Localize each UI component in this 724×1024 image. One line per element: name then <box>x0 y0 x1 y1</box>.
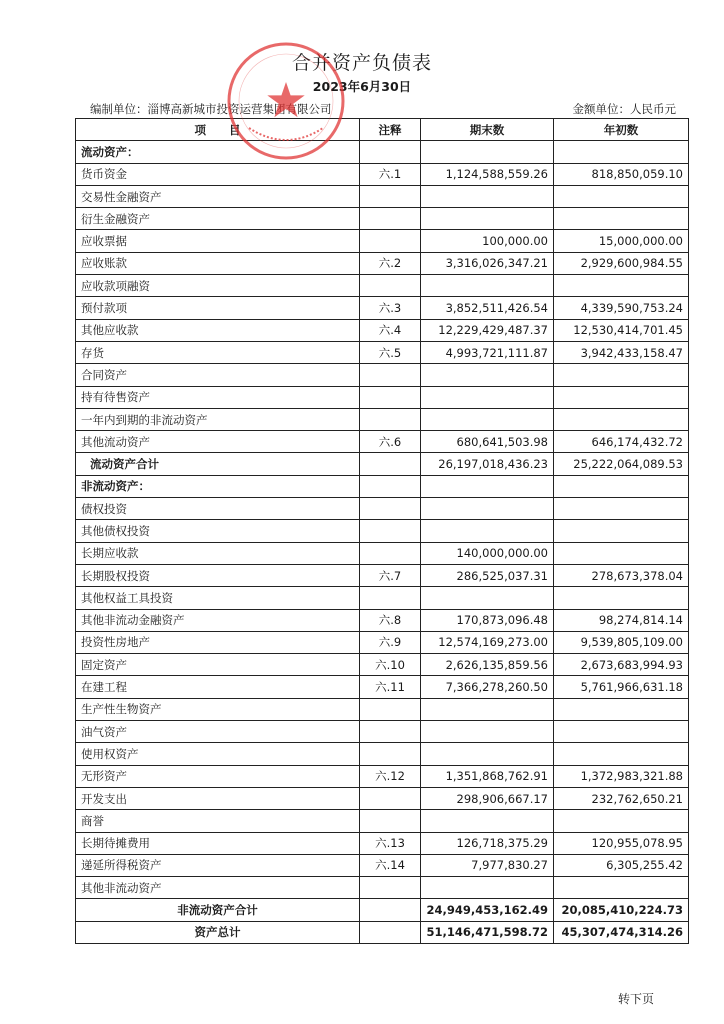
balance-sheet-table <box>75 118 689 944</box>
row-label: 无形资产 <box>76 765 360 787</box>
row-note <box>360 810 421 832</box>
row-end-value <box>421 877 554 899</box>
table-row <box>76 364 689 386</box>
row-end-value: 12,229,429,487.37 <box>421 319 554 341</box>
row-begin-value <box>554 364 689 386</box>
row-label: 其他非流动金融资产 <box>76 609 360 631</box>
row-begin-value <box>554 520 689 542</box>
row-begin-value: 2,929,600,984.55 <box>554 252 689 274</box>
row-label: 存货 <box>76 341 360 363</box>
row-begin-value <box>554 498 689 520</box>
table-row <box>76 141 689 163</box>
row-label: 衍生金融资产 <box>76 208 360 230</box>
row-label: 其他非流动资产 <box>76 877 360 899</box>
row-begin-value: 45,307,474,314.26 <box>554 921 689 943</box>
row-label: 商誉 <box>76 810 360 832</box>
row-label: 非流动资产： <box>76 475 360 497</box>
row-label: 长期应收款 <box>76 542 360 564</box>
row-end-value <box>421 475 554 497</box>
row-begin-value <box>554 542 689 564</box>
report-date: 2023年6月30日 <box>312 79 412 94</box>
row-begin-value: 20,085,410,224.73 <box>554 899 689 921</box>
row-label: 资产总计 <box>76 921 360 943</box>
table-row <box>76 230 689 252</box>
row-label: 流动资产： <box>76 141 360 163</box>
row-end-value <box>421 364 554 386</box>
row-note: 六.9 <box>360 631 421 653</box>
row-begin-value <box>554 141 689 163</box>
row-end-value: 126,718,375.29 <box>421 832 554 854</box>
row-label: 长期股权投资 <box>76 564 360 586</box>
row-begin-value <box>554 386 689 408</box>
row-label: 应收账款 <box>76 252 360 274</box>
row-begin-value: 9,539,805,109.00 <box>554 631 689 653</box>
row-label: 应收款项融资 <box>76 275 360 297</box>
table-header-row <box>76 119 689 141</box>
row-begin-value <box>554 877 689 899</box>
row-end-value <box>421 275 554 297</box>
row-label: 其他债权投资 <box>76 520 360 542</box>
row-label: 其他应收款 <box>76 319 360 341</box>
row-begin-value <box>554 810 689 832</box>
row-note <box>360 386 421 408</box>
row-begin-value <box>554 743 689 765</box>
row-end-value <box>421 721 554 743</box>
row-end-value <box>421 141 554 163</box>
row-end-value <box>421 498 554 520</box>
row-end-value <box>421 810 554 832</box>
table-row <box>76 520 689 542</box>
row-end-value: 680,641,503.98 <box>421 431 554 453</box>
row-label: 流动资产合计 <box>76 453 360 475</box>
row-label: 应收票据 <box>76 230 360 252</box>
row-end-value <box>421 587 554 609</box>
row-note <box>360 921 421 943</box>
row-note <box>360 721 421 743</box>
table-row <box>76 564 689 586</box>
row-begin-value: 818,850,059.10 <box>554 163 689 185</box>
row-begin-value: 4,339,590,753.24 <box>554 297 689 319</box>
row-label: 一年内到期的非流动资产 <box>76 408 360 430</box>
row-end-value: 3,316,026,347.21 <box>421 252 554 274</box>
row-note <box>360 542 421 564</box>
next-page-note: 转下页 <box>617 992 654 1006</box>
table-row <box>76 810 689 832</box>
row-begin-value: 15,000,000.00 <box>554 230 689 252</box>
table-row <box>76 275 689 297</box>
table-row <box>76 252 689 274</box>
row-label: 生产性生物资产 <box>76 698 360 720</box>
row-note <box>360 453 421 475</box>
row-end-value: 170,873,096.48 <box>421 609 554 631</box>
row-begin-value <box>554 721 689 743</box>
row-begin-value: 232,762,650.21 <box>554 787 689 809</box>
row-end-value <box>421 698 554 720</box>
row-note <box>360 185 421 207</box>
table-row <box>76 542 689 564</box>
table-row <box>76 453 689 475</box>
row-note: 六.13 <box>360 832 421 854</box>
table-row <box>76 208 689 230</box>
table-row <box>76 765 689 787</box>
company-name: 编制单位：淄博高新城市投资运营集团有限公司 <box>90 102 332 116</box>
row-note <box>360 475 421 497</box>
page-title: 合并资产负债表 <box>291 52 432 74</box>
row-note <box>360 698 421 720</box>
row-label: 货币资金 <box>76 163 360 185</box>
row-note <box>360 275 421 297</box>
row-end-value: 140,000,000.00 <box>421 542 554 564</box>
row-label: 在建工程 <box>76 676 360 698</box>
row-note: 六.3 <box>360 297 421 319</box>
row-label: 非流动资产合计 <box>76 899 360 921</box>
column-header-end: 期末数 <box>421 119 554 141</box>
row-begin-value: 6,305,255.42 <box>554 854 689 876</box>
table-row <box>76 676 689 698</box>
table-row <box>76 163 689 185</box>
table-row <box>76 832 689 854</box>
row-note: 六.2 <box>360 252 421 274</box>
row-note <box>360 141 421 163</box>
row-note: 六.8 <box>360 609 421 631</box>
table-row <box>76 631 689 653</box>
row-begin-value: 646,174,432.72 <box>554 431 689 453</box>
row-note <box>360 230 421 252</box>
table-row <box>76 386 689 408</box>
row-begin-value <box>554 275 689 297</box>
row-end-value: 12,574,169,273.00 <box>421 631 554 653</box>
table-row <box>76 854 689 876</box>
row-note: 六.5 <box>360 341 421 363</box>
table-row <box>76 921 689 943</box>
row-note <box>360 364 421 386</box>
row-note <box>360 877 421 899</box>
table-row <box>76 654 689 676</box>
row-end-value: 51,146,471,598.72 <box>421 921 554 943</box>
row-note: 六.10 <box>360 654 421 676</box>
row-begin-value <box>554 408 689 430</box>
row-label: 开发支出 <box>76 787 360 809</box>
row-note <box>360 899 421 921</box>
row-note: 六.12 <box>360 765 421 787</box>
row-begin-value <box>554 185 689 207</box>
row-begin-value: 12,530,414,701.45 <box>554 319 689 341</box>
row-begin-value <box>554 587 689 609</box>
column-header-item: 项 目 <box>76 119 360 141</box>
table-row <box>76 899 689 921</box>
row-end-value: 26,197,018,436.23 <box>421 453 554 475</box>
table-row <box>76 787 689 809</box>
company-seal <box>225 40 347 162</box>
row-end-value <box>421 386 554 408</box>
row-note <box>360 208 421 230</box>
row-note: 六.14 <box>360 854 421 876</box>
row-note <box>360 787 421 809</box>
row-begin-value: 98,274,814.14 <box>554 609 689 631</box>
row-begin-value: 120,955,078.95 <box>554 832 689 854</box>
row-label: 其他权益工具投资 <box>76 587 360 609</box>
row-note <box>360 520 421 542</box>
currency-unit: 金额单位：人民币元 <box>572 102 676 116</box>
row-note: 六.6 <box>360 431 421 453</box>
row-end-value <box>421 408 554 430</box>
row-label: 投资性房地产 <box>76 631 360 653</box>
row-note <box>360 498 421 520</box>
table-row <box>76 475 689 497</box>
table-row <box>76 185 689 207</box>
row-label: 交易性金融资产 <box>76 185 360 207</box>
row-begin-value <box>554 208 689 230</box>
row-note <box>360 587 421 609</box>
row-end-value: 24,949,453,162.49 <box>421 899 554 921</box>
row-begin-value: 2,673,683,994.93 <box>554 654 689 676</box>
row-end-value: 4,993,721,111.87 <box>421 341 554 363</box>
column-header-begin: 年初数 <box>554 119 689 141</box>
row-end-value: 7,366,278,260.50 <box>421 676 554 698</box>
row-note: 六.11 <box>360 676 421 698</box>
row-label: 油气资产 <box>76 721 360 743</box>
row-label: 长期待摊费用 <box>76 832 360 854</box>
row-begin-value <box>554 475 689 497</box>
row-end-value: 1,351,868,762.91 <box>421 765 554 787</box>
row-begin-value: 1,372,983,321.88 <box>554 765 689 787</box>
table-row <box>76 587 689 609</box>
table-row <box>76 609 689 631</box>
column-header-note: 注释 <box>360 119 421 141</box>
table-row <box>76 431 689 453</box>
table-row <box>76 297 689 319</box>
table-row <box>76 498 689 520</box>
table-row <box>76 341 689 363</box>
table-row <box>76 877 689 899</box>
row-label: 递延所得税资产 <box>76 854 360 876</box>
row-begin-value: 25,222,064,089.53 <box>554 453 689 475</box>
row-end-value <box>421 743 554 765</box>
table-row <box>76 319 689 341</box>
row-label: 持有待售资产 <box>76 386 360 408</box>
row-end-value <box>421 185 554 207</box>
row-end-value <box>421 208 554 230</box>
row-end-value: 1,124,588,559.26 <box>421 163 554 185</box>
table-row <box>76 698 689 720</box>
row-note <box>360 408 421 430</box>
row-note <box>360 743 421 765</box>
row-end-value: 286,525,037.31 <box>421 564 554 586</box>
row-label: 其他流动资产 <box>76 431 360 453</box>
row-label: 债权投资 <box>76 498 360 520</box>
table-row <box>76 721 689 743</box>
row-label: 合同资产 <box>76 364 360 386</box>
row-begin-value: 278,673,378.04 <box>554 564 689 586</box>
row-begin-value: 3,942,433,158.47 <box>554 341 689 363</box>
row-end-value: 100,000.00 <box>421 230 554 252</box>
row-begin-value: 5,761,966,631.18 <box>554 676 689 698</box>
table-row <box>76 408 689 430</box>
row-label: 固定资产 <box>76 654 360 676</box>
row-note: 六.1 <box>360 163 421 185</box>
row-end-value: 2,626,135,859.56 <box>421 654 554 676</box>
row-label: 使用权资产 <box>76 743 360 765</box>
row-end-value: 298,906,667.17 <box>421 787 554 809</box>
row-end-value: 3,852,511,426.54 <box>421 297 554 319</box>
row-note: 六.4 <box>360 319 421 341</box>
row-begin-value <box>554 698 689 720</box>
row-note: 六.7 <box>360 564 421 586</box>
row-end-value <box>421 520 554 542</box>
row-label: 预付款项 <box>76 297 360 319</box>
row-end-value: 7,977,830.27 <box>421 854 554 876</box>
table-row <box>76 743 689 765</box>
